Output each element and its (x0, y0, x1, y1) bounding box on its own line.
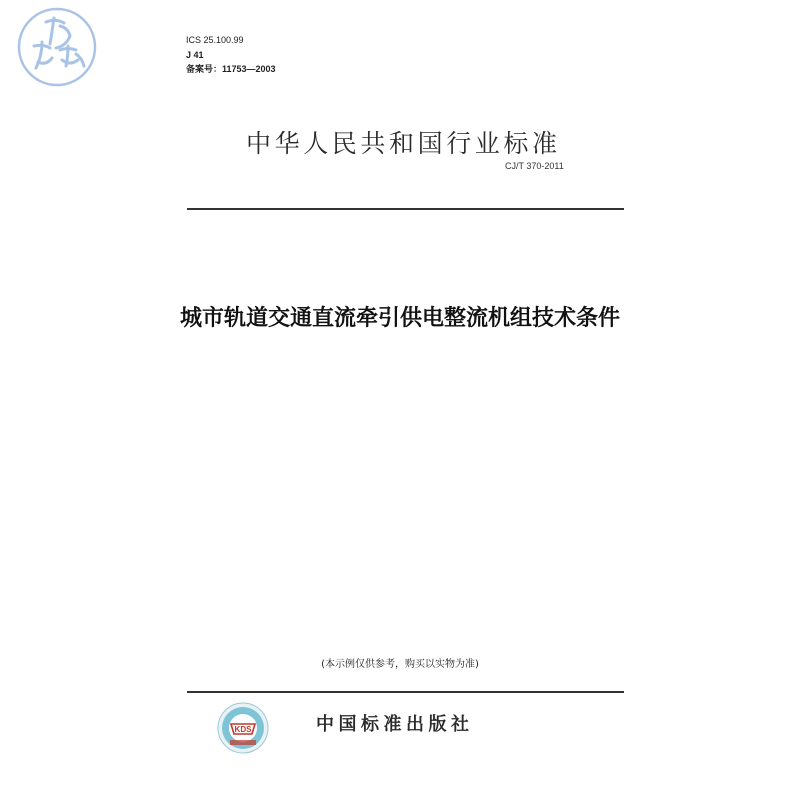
ics-code: ICS 25.100.99 (186, 35, 244, 45)
bottom-divider (187, 691, 624, 693)
calligraphy-seal-icon (16, 6, 98, 88)
certification-badge-icon (217, 702, 269, 754)
top-divider (187, 208, 624, 210)
standard-metadata (186, 33, 276, 77)
filing-number: 备案号：11753—2003 (186, 64, 276, 74)
standard-title: 中华人民共和国行业标准 (246, 129, 561, 158)
badge-text: KDS (234, 725, 252, 734)
class-code: J 41 (186, 49, 204, 60)
logo-stamp (16, 6, 98, 88)
certification-badge (217, 702, 269, 754)
disclaimer-text: (本示例仅供参考，购买以实物为准) (321, 659, 479, 670)
standard-code: CJ/T 370-2011 (505, 161, 564, 171)
document-title: 城市轨道交通直流牵引供电整流机组技术条件 (179, 305, 620, 331)
publisher-name: 中国标准出版社 (316, 714, 474, 735)
